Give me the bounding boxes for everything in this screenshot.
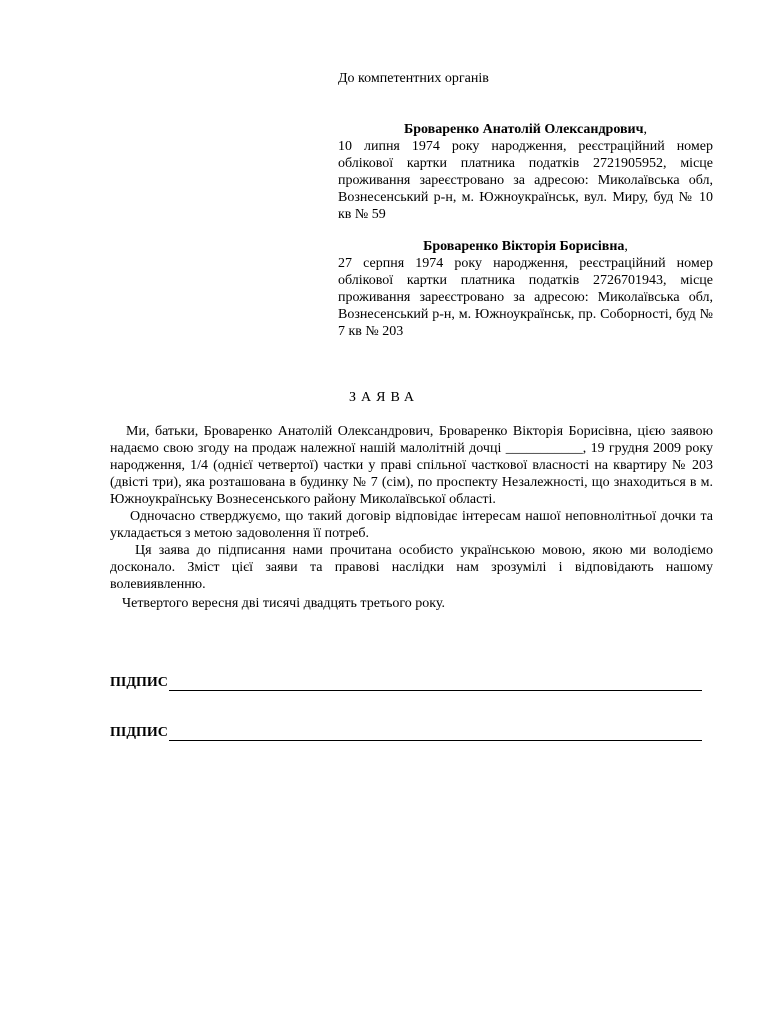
applicant-1-name-line [338,121,713,138]
applicant-1-name: Броваренко Анатолій Олександрович [403,122,644,137]
signature-line-2 [110,724,702,741]
applicant-2-details: 27 серпня 1974 року народження, реєстраційний номер облікової картки платника податків 2726701943, місце проживання зареєстровано за адресою: Миколаївська обл, Вознесенський р-н, м. Южноукраїнськ, пр. Соборності, буд № 7 кв № 203 [338,256,713,339]
confirmation-paragraph: Одночасно стверджуємо, що такий договір відповідає інтересам нашої неповнолітньої дочки та укладається з метою задоволення її потреб. [110,509,713,541]
applicant-1-block [338,121,713,223]
language-paragraph: Ця заява до підписання нами прочитана особисто українською мовою, якою ми володіємо досконало. Зміст цієї заяви та правові наслідки нам зрозумілі і відповідають нашому волевиявленню. [110,543,713,592]
consent-paragraph: Ми, батьки, Броваренко Анатолій Олександрович, Броваренко Вікторія Борисівна, цією заявою надаємо свою згоду на продаж належної нашій малолітній дочці ___________, 19 грудня 2009 року народження, 1/4 (однієї четвертої) частки у праві спільної часткової власності на квартиру № 203 (двісті три), яка розташована в будинку № 7 (сім), по проспекту Незалежності, що знаходиться в м. Южноукраїнську Вознесенського району Миколаївської області. [110,424,713,507]
signature-label-2: ПІДПИС [110,725,168,740]
signature-line-1 [110,674,702,691]
applicant-2-name-line [338,238,713,255]
applicant-1-name-suffix: , [643,122,647,137]
applicant-2-name: Броваренко Вікторія Борисівна [423,239,625,254]
signature-field-1 [169,677,702,691]
applicant-2-name-suffix: , [624,239,628,254]
date-paragraph: Четвертого вересня дві тисячі двадцять третього року. [122,596,446,611]
applicant-1-details: 10 липня 1974 року народження, реєстраційний номер облікової картки платника податків 2721905952, місце проживання зареєстровано за адресою: Миколаївська обл, Вознесенський р-н, м. Южноукраїнськ, вул. Миру, буд № 10 кв № 59 [338,139,713,222]
applicant-2-block [338,238,713,340]
addressee: До компетентних органів [338,71,489,86]
signature-label-1: ПІДПИС [110,675,168,690]
document-title: ЗАЯВА [348,390,420,405]
signature-field-2 [169,727,702,741]
statement-body [110,423,713,612]
